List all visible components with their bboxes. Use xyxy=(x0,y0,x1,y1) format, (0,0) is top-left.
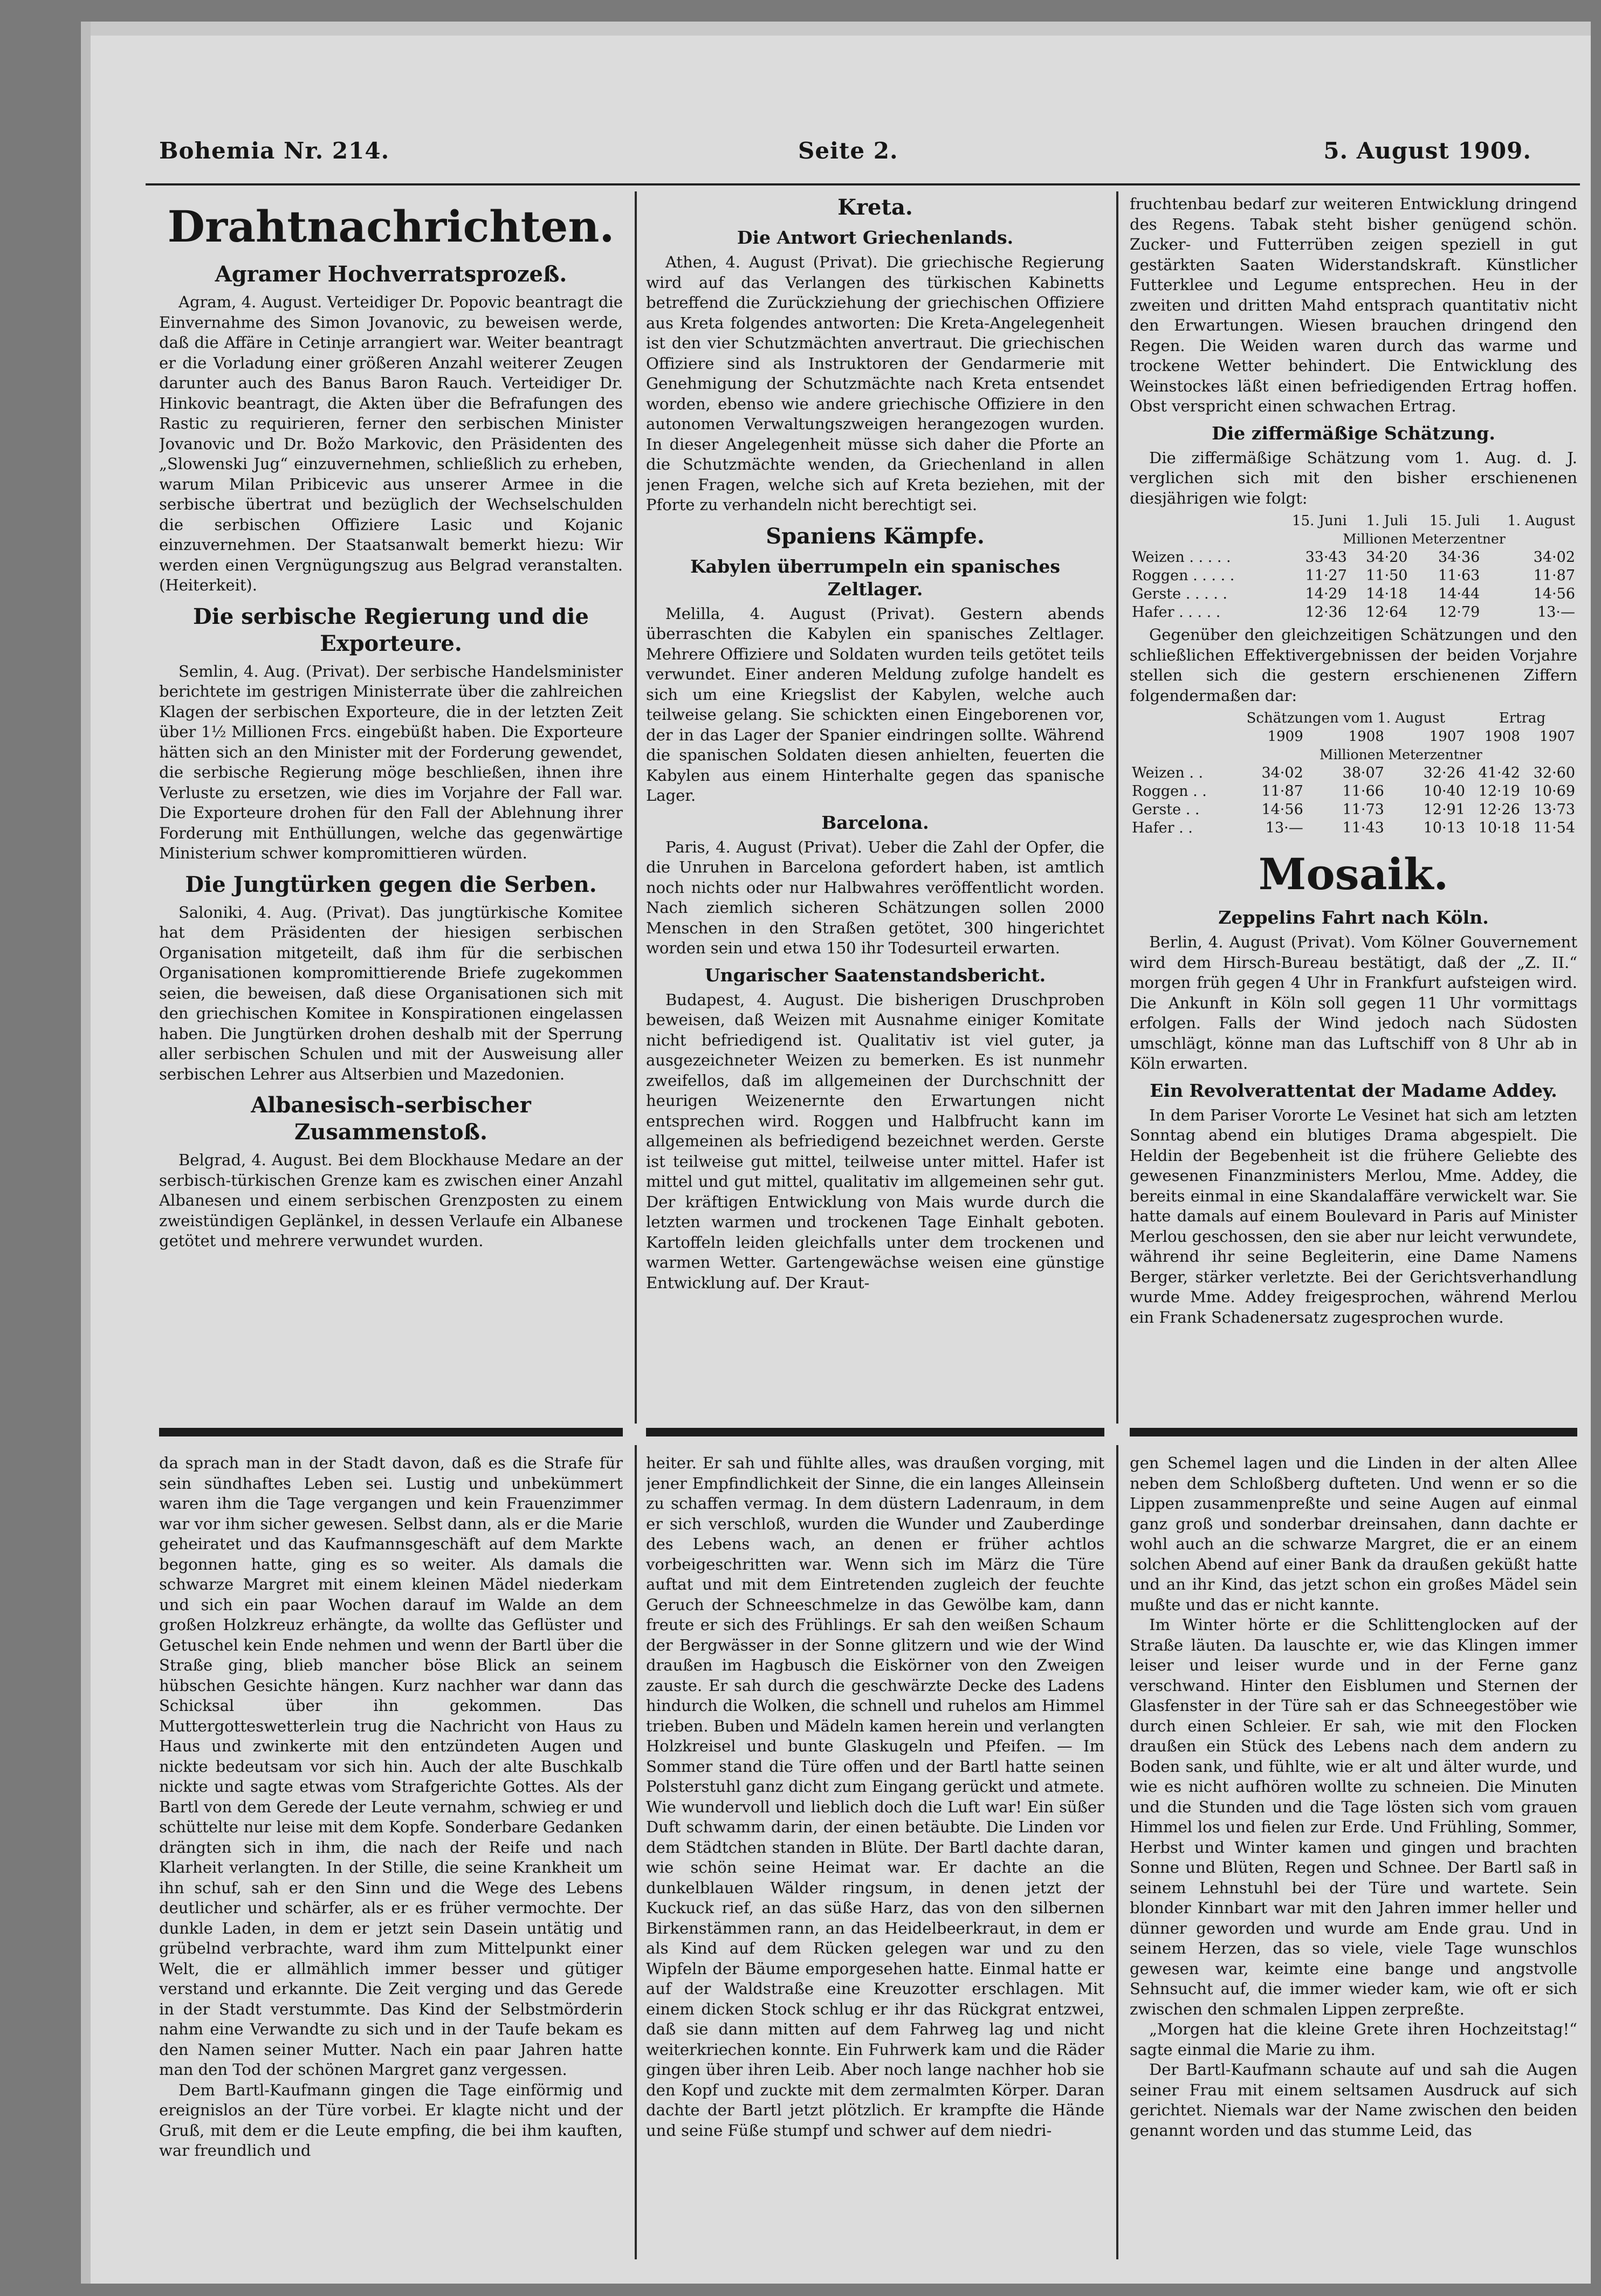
table-row: Hafer . . . . . 12·36 12·64 12·79 13·— xyxy=(1132,604,1575,621)
article-body: Athen, 4. August (Privat). Die griechische Regierung wird auf das Verlangen des türkischen Kabinetts betreffend die Zurückziehung der griechischen Offiziere aus Kreta folgendes antworten: Die Kreta-Angelegenheit ist den vier Schutzmächten anvertraut. Die griechischen Offiziere sind als Instruktoren der Gendarmerie mit Genehmigung der Schutzmächte nach Kreta entsendet worden, ebenso wie andere griechische Offiziere in den autonomen Verwaltungszweigen herangezogen wurden. In dieser Angelegenheit müsse sich daher die Pforte an die Schutzmächte wenden, da Griechenland in allen jenen Fragen, welche sich auf Kreta beziehen, mit der Pforte zu verhandeln nicht berechtigt sei. xyxy=(646,253,1104,514)
table-row: Hafer . . 13·— 11·43 10·13 10·18 11·54 xyxy=(1132,820,1575,836)
story-text: heiter. Er sah und fühlte alles, was draußen vorging, mit jener Empfindlichkeit der Sinne, die ein langes Alleinsein zu schaffen vermag. In dem düstern Ladenraum, in dem er sich verschloß, wurden die Wunder und Zauberdinge des Lebens wach, an denen er früher achtlos vorbeigeschritten war. Wenn sich im März die Türe auftat und mit dem Eintretenden zugleich der feuchte Geruch der Schneeschmelze in das Gewölbe kam, dann freute er sich des Frühlings. Er sah den weißen Schaum der Bergwässer in der Sonne glitzern und wie der Wind draußen im Hagbusch die Eiskörner von den Zweigen zauste. Er sah durch die geschwärzte Decke des Ladens hindurch die Wolken, die schnell und ruhelos am Himmel trieben. Buben und Mädeln kamen herein und verlangten Holzkreisel und bunte Glaskugeln und Pfeifen. — Im Sommer stand die Türe offen und der Bartl hatte seinen Polsterstuhl ganz dicht zum Eingang gerückt und atmete. Wie wundervoll und lieblich doch die Luft war! Ein süßer Duft schwamm darin, der einen betäubte. Die Linden vor dem Städtchen standen in Blüte. Der Bartl dachte daran, wie schön seine Heimat war. Er dachte an die dunkelblauen Wälder ringsum, in denen jetzt der Kuckuck rief, an das süße Harz, das von den silbernen Birkenstämmen rann, an das Heidelbeerkraut, in dem er als Kind auf dem Rücken gelegen war und zu den Wipfeln der Bäume emporgesehen hatte. Einmal hatte er auf der Waldstraße eine Kreuzotter erschlagen. Mit einem dicken Stock schlug er ihr das Rückgrat entzwei, daß sie dann mitten auf dem Fahrweg lag und nicht weiterkriechen konnte. Ein Fuhrwerk kam und die Räder gingen über ihren Leib. Aber noch lange nachher hob sie den Kopf und zuckte mit dem zermalmten Körper. Daran dachte der Bartl jetzt plötzlich. Er krampfte die Hände und seine Füße stumpf und schwer auf dem niedri- xyxy=(646,1454,1104,2140)
table-row: Roggen . . 11·87 11·66 10·40 12·19 10·69 xyxy=(1132,783,1575,800)
column-rule xyxy=(635,1445,637,2259)
article-headline: Agramer Hochverratsprozeß. xyxy=(215,262,567,287)
page-top-edge xyxy=(81,22,1591,36)
story-text: Im Winter hörte er die Schlittenglocken auf der Straße läuten. Da lauschte er, wie das Klingen immer leiser und leiser wurde und in der Ferne ganz verschwand. Hinter den Eisblumen und Sternen der Glasfenster in der Türe sah er das Schneegestöber wie durch einen Schleier. Er sah, wie mit den Flocken draußen ein Stück des Lebens nach dem andern zu Boden sank, und fühlte, wie er alt und älter wurde, und wie es nicht aufhören wollte zu schneien. Die Minuten und die Stunden und die Tage lösten sich vom grauen Himmel los und fielen zur Erde. Und Frühling, Sommer, Herbst und Winter kamen und gingen und brachten Sonne und Blüten, Regen und Schnee. Der Bartl saß in seinem Lehnstuhl bei der Türe und wartete. Sein blonder Kinnbart war mit den Jahren immer heller und dünner geworden und wurde am Ende grau. Und in seinem Herzen, das so viele, viele Tage wunschlos gewesen war, keimte eine bange und angstvolle Sehnsucht auf, die immer wieder kam, wie oft er sich zwischen den schmalen Lippen zerpreßte. xyxy=(1130,1616,1577,2018)
section-title: Drahtnachrichten. xyxy=(167,201,615,252)
article-headline: Ein Revolverattentat der Madame Addey. xyxy=(1150,1080,1557,1101)
article-headline: Spaniens Kämpfe. xyxy=(766,523,985,549)
table-row: Roggen . . . . . 11·27 11·50 11·63 11·87 xyxy=(1132,567,1575,584)
header-rule xyxy=(146,183,1580,185)
table-header-cell: 15. Juni xyxy=(1292,513,1347,529)
article-body: fruchtenbau bedarf zur weiteren Entwicklung dringend des Regens. Tabak steht bisher genügend schön. Zucker- und Futterrüben zeigen speziell in gut gestärkten Saaten Widerstandskraft. Künstlicher Futterklee und Legume entsprechen. Heu in der zweiten und dritten Mahd entsprach quantitativ nicht den Erwartungen. Wiesen brauchen dringend den Regen. Die Weiden waren durch das warme und trockene Wetter behindert. Die Entwicklung des Weinstockes läßt einen befriedigenden Ertrag hoffen. Obst verspricht einen schwachen Ertrag. xyxy=(1130,195,1577,415)
column-rule xyxy=(635,191,637,1424)
article-headline: Die serbische Regierung und die Exporteure. xyxy=(193,603,589,656)
page-fold xyxy=(81,22,91,2284)
article-subheadline: Die Antwort Griechenlands. xyxy=(737,227,1014,248)
story-text: „Morgen hat die kleine Grete ihren Hochzeitstag!“ sagte einmal die Marie zu ihm. xyxy=(1130,2020,1577,2059)
table-row: Weizen . . 34·02 38·07 32·26 41·42 32·60 xyxy=(1132,765,1575,781)
article-subheadline: Kabylen überrumpeln ein spanisches Zeltlager. xyxy=(690,555,1060,600)
article-headline: Zeppelins Fahrt nach Köln. xyxy=(1218,907,1489,928)
article-body: Melilla, 4. August (Privat). Gestern abends überraschten die Kabylen ein spanisches Zeltlager. Mehrere Offiziere und Soldaten wurden teils getötet teils verwundet. Einer anderen Meldung zufolge handelt es sich um eine Kriegslist der Kabylen, welche auch teilweise gelang. Sie schickten einen Eingeborenen vor, der in das Lager der Spanier eindringen sollte. Während die spanischen Soldaten diesen anhielten, feuerten die Kabylen aus einem Hinterhalte gegen das spanische Lager. xyxy=(646,604,1104,805)
article-body: Belgrad, 4. August. Bei dem Blockhause Medare an der serbisch-türkischen Grenze kam es zwischen einer Anzahl Albanesen und einem serbischen Grenzposten zu einem zweistündigen Geplänkel, in dessen Verlaufe ein Albanese getötet und mehrere verwundet wurden. xyxy=(159,1151,623,1250)
feuilleton-rule xyxy=(1130,1428,1577,1436)
table-row: Gerste . . . . . 14·29 14·18 14·44 14·56 xyxy=(1132,586,1575,602)
article-headline: Ungarischer Saatenstandsbericht. xyxy=(704,964,1046,986)
newspaper-page xyxy=(81,22,1591,2284)
column-rule xyxy=(1116,1445,1118,2259)
column-rule xyxy=(1116,191,1118,1424)
news-column-1 xyxy=(159,194,623,1407)
table-row: Weizen . . . . . 33·43 34·20 34·36 34·02 xyxy=(1132,549,1575,566)
article-body: Semlin, 4. Aug. (Privat). Der serbische Handelsminister berichtete im gestrigen Ministerrate über die zahlreichen Klagen der serbischen Exporteure, die in der letzten Zeit über 1½ Millionen Frcs. eingebüßt haben. Die Exporteure hätten sich an den Minister mit der Forderung gewendet, die serbische Regierung möge beschließen, ihnen ihre Verluste zu ersetzen, wie dies im Vorjahre der Fall war. Die Exporteure drohen für den Fall der Ablehnung ihrer Forderung mit Enthüllungen, welche das gegenwärtige Ministerium schwer kompromittieren würden. xyxy=(159,662,623,862)
page-number: Seite 2. xyxy=(798,138,898,164)
article-headline: Barcelona. xyxy=(821,812,929,833)
story-text: da sprach man in der Stadt davon, daß es die Strafe für sein sündhaftes Leben sei. Lustig und unbekümmert waren ihm die Tage vergangen und kein Frauenzimmer war vor ihm sicher gewesen. Selbst dann, als er die Marie geheiratet und das Kaufmannsgeschäft auf dem Markte begonnen hatte, ging es so weiter. Als damals die schwarze Margret mit einem kleinen Mädel niederkam und sich ein paar Wochen darauf im Walde an dem großen Holzkreuz erhängte, da wollte das Geflüster und Getuschel kein Ende nehmen und wenn der Bartl über die Straße ging, blieb mancher böse Blick an seinem hübschen Gesichte hängen. Kurz nachher war dann das Schicksal über ihn gekommen. Das Muttergotteswetterlein trug die Nachricht von Haus zu Haus und zwinkerte mit den entzündeten Augen und nickte bedeutsam vor sich hin. Auch der alte Buschkalb nickte und sagte etwas vom Strafgerichte Gottes. Als der Bartl von dem Gerede der Leute vernahm, schwieg er und schüttelte nur leise mit dem Kopfe. Sonderbare Gedanken drängten sich in ihm, die nach der Reife und nach Klarheit verlangten. In der Stille, die seine Krankheit um ihn schuf, sah er den Sinn und die Wege des Lebens deutlicher und schärfer, als er es früher vermochte. Der dunkle Laden, in dem er jetzt sein Dasein untätig und grübelnd verbrachte, ward ihm zum Mittelpunkt einer Welt, die er allmählich immer besser und gütiger verstand und erkannte. Die Zeit verging und das Gerede in der Stadt verstummte. Das Kind der Selbstmörderin nahm eine Verwandte zu sich und in der Taufe bekam es den Namen seiner Mutter. Nach ein paar Jahren hatte man den Tod der schönen Margret ganz vergessen. xyxy=(159,1454,623,2079)
article-body: Saloniki, 4. Aug. (Privat). Das jungtürkische Komitee hat dem Präsidenten der hiesigen serbischen Organisation mitgeteilt, daß ihm für die serbischen Organisationen kompromittierende Briefe zugekommen seien, die beweisen, daß diese Organisationen sich mit den griechischen Komitee in Konspirationen eingelassen haben. Die Jungtürken drohen deshalb mit der Sperrung aller serbischen Schulen und mit der Ausweisung aller serbischen Lehrer aus Altserbien und Mazedonien. xyxy=(159,903,623,1083)
feuilleton-column-3 xyxy=(1130,1453,1577,2257)
feuilleton-column-2 xyxy=(646,1453,1104,2257)
article-body: Die ziffermäßige Schätzung vom 1. Aug. d. J. verglichen sich mit den bisher erschienenen diesjährigen wie folgt: xyxy=(1130,448,1577,507)
table-group-header: Schätzungen vom 1. August xyxy=(1246,710,1445,726)
table-header-cell: 15. Juli xyxy=(1429,513,1480,529)
story-text: gen Schemel lagen und die Linden in der alten Allee neben dem Schloßberg dufteten. Und wenn er so die Lippen zusammenpreßte und seine Augen auf einmal ganz groß und sonderbar dreinsahen, dann dachte er wohl auch an die schwarze Margret, die er an einem solchen Abend auf einer Bank da draußen geküßt hatte und an ihr Kind, das jetzt schon ein großes Mädel sein mußte und das er nicht kannte. xyxy=(1130,1454,1577,1614)
story-text: Der Bartl-Kaufmann schaute auf und sah die Augen seiner Frau mit einem seltsamen Ausdruck auf sich gerichtet. Niemals war der Name zwischen den beiden genannt worden und das stumme Leid, das xyxy=(1130,2060,1577,2140)
feuilleton-rule xyxy=(159,1428,623,1436)
feuilleton-rule xyxy=(646,1428,1104,1436)
table-header-cell: 1. August xyxy=(1507,513,1575,529)
article-headline: Kreta. xyxy=(837,195,913,220)
table-headline: Die ziffermäßige Schätzung. xyxy=(1212,422,1495,444)
issue-date: 5. August 1909. xyxy=(1323,138,1531,164)
table-unit: Millionen Meterzentner xyxy=(1319,747,1482,762)
article-body: Paris, 4. August (Privat). Ueber die Zahl der Opfer, die die Unruhen in Barcelona gefordert haben, ist amtlich noch nichts oder nur Halbwahres veröffentlicht worden. Nach ziemlich sicheren Schätzungen sollen 2000 Menschen in den Straßen getötet, 300 hingerichtet worden sein und etwa 150 ihr Todesurteil erwarten. xyxy=(646,837,1104,957)
running-head xyxy=(81,138,1591,175)
feuilleton-column-1 xyxy=(159,1453,623,2257)
article-headline: Die Jungtürken gegen die Serben. xyxy=(185,871,597,897)
article-body: In dem Pariser Vororte Le Vesinet hat sich am letzten Sonntag abend ein blutiges Drama abgespielt. Die Heldin der Begebenheit ist die frühere Geliebte des gewesenen Finanzministers Merlou, Mme. Addey, die bereits einmal in eine Skandalaffäre verwickelt war. Sie hatte damals auf einem Boulevard in Paris auf Minister Merlou geschossen, den sie aber nur leicht verwundete, während ihr seine Begleiterin, eine Dame Namens Berger, stärker verletzte. Bei der Gerichtsverhandlung wurde Mme. Addey freigesprochen, während Merlou ein Frank Schadenersatz zugesprochen wurde. xyxy=(1130,1105,1577,1326)
article-body: Budapest, 4. August. Die bisherigen Druschproben beweisen, daß Weizen mit Ausnahme einiger Komitate nicht befriedigend ist. Qualitativ ist viel guter, ja ausgezeichneter Weizen zu bemerken. Es ist nunmehr zweifellos, daß im allgemeinen der Durchschnitt der heurigen Weizenernte den Erwartungen nicht entsprechen wird. Roggen und Halbfrucht kann im allgemeinen als befriedigend bezeichnet werden. Gerste ist teilweise gut mittel, teilweise unter mittel. Hafer ist mittel und gut mittel, qualitativ im allgemeinen sehr gut. Der kräftigen Entwicklung von Mais wurde durch die letzten warmen und trockenen Tage Einhalt geboten. Kartoffeln leiden gleichfalls unter dem trockenen und warmen Wetter. Gartengewächse weisen eine günstige Entwicklung auf. Der Kraut- xyxy=(646,990,1104,1292)
news-column-2 xyxy=(646,194,1104,1407)
table-header-cell: 1. Juli xyxy=(1366,513,1408,529)
issue-number: Bohemia Nr. 214. xyxy=(159,138,390,164)
article-body: Berlin, 4. August (Privat). Vom Kölner Gouvernement wird dem Hirsch-Bureau bestätigt, daß der „Z. II.“ morgen früh gegen 4 Uhr in Frankfurt aufsteigen wird. Die Ankunft in Köln soll gegen 11 Uhr vormittags erfolgen. Falls der Wind jedoch nach Südosten umschlägt, könne man das Luftschiff von 8 Uhr ab in Köln erwarten. xyxy=(1130,933,1577,1073)
comparison-table: Schätzungen vom 1. August Ertrag 1909 1908 1907 1908 1907 Millionen Meterzentner Weizen . . 34·02 38·07 32·26 41·42 32·60 Roggen . . 11·87 11·66 10·40 12·19 10·69 Gerste . . 14·56 11·73 12·91 12·26 13·73 Hafer . . 13·— 11·43 10·13 10·18 11·54 xyxy=(1130,709,1577,837)
estimate-table xyxy=(1130,512,1577,622)
table-unit: Millionen Meterzentner xyxy=(1343,531,1506,547)
article-body: Gegenüber den gleichzeitigen Schätzungen und den schließlichen Effektivergebnissen der beiden Vorjahre stellen sich die gestern erschienenen Ziffern folgendermaßen dar: xyxy=(1130,625,1577,705)
table-group-header: Ertrag xyxy=(1499,710,1546,726)
article-headline: Albanesisch-serbischer Zusammenstoß. xyxy=(251,1092,531,1145)
section-title: Mosaik. xyxy=(1258,849,1449,899)
article-body: Agram, 4. August. Verteidiger Dr. Popovic beantragt die Einvernahme des Simon Jovanovic, zu beweisen werde, daß die Affäre in Cetinje arrangiert war. Weiter beantragt er die Vorladung einer größeren Anzahl weiterer Zeugen darunter auch des Banus Baron Rauch. Verteidiger Dr. Hinkovic beantragt, die Akten über die Befrafungen des Rastic zu requirieren, ferner den serbischen Minister Jovanovic und Dr. Božo Markovic, den Präsidenten des „Slowenski Jug“ einzuvernehmen, schließlich zu erheben, warum Milan Pribicevic aus unserer Armee in die serbische übertrat und bezüglich der Wechselschulden die serbischen Offiziere Lasic und Kojanic einzuvernehmen. Der Staatsanwalt bemerkt hiezu: Wir werden einen Vergnügungszug aus Belgrad veranstalten. (Heiterkeit). xyxy=(159,293,623,594)
news-column-3 xyxy=(1130,194,1577,1407)
story-text: Dem Bartl-Kaufmann gingen die Tage einförmig und ereignislos an der Türe vorbei. Er klagte nicht und der Gruß, mit dem er die Leute empfing, die bei ihm kauften, war freundlich und xyxy=(159,2080,623,2160)
table-row: Gerste . . 14·56 11·73 12·91 12·26 13·73 xyxy=(1132,801,1575,818)
